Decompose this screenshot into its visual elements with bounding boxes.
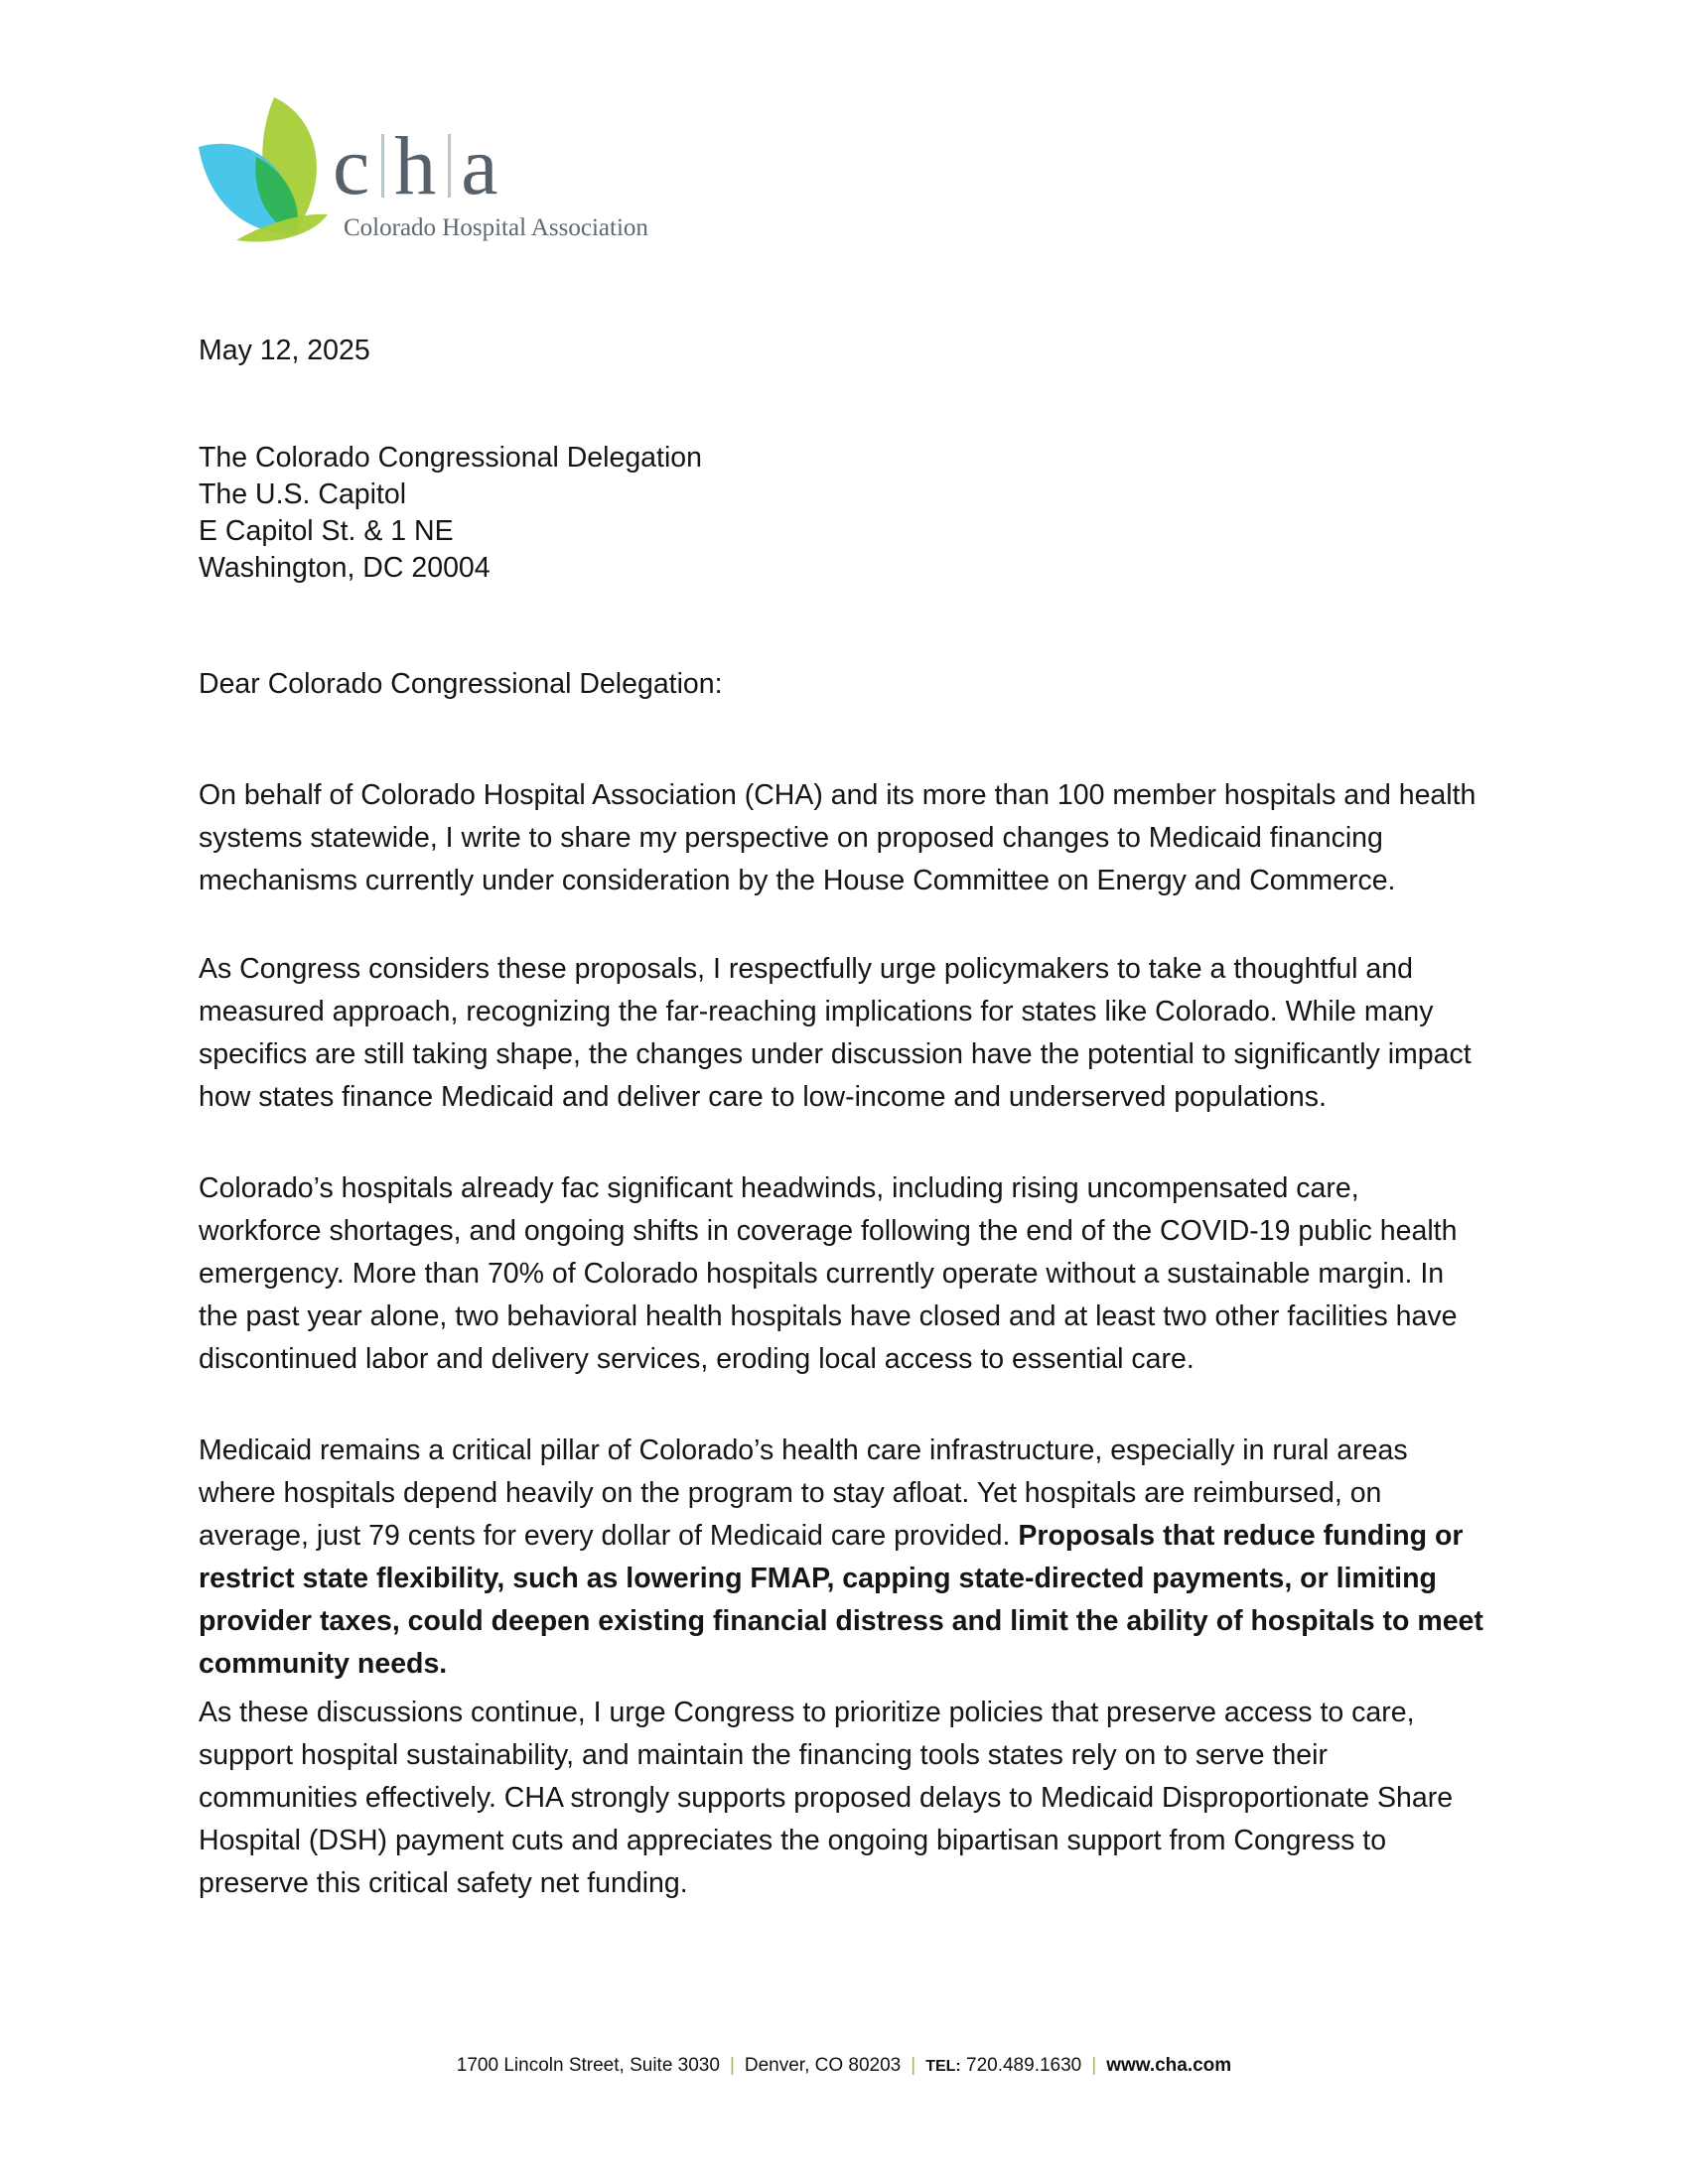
footer-tel-label: TEL: [925,2058,961,2075]
body-paragraph-1: On behalf of Colorado Hospital Association (CHA) and its more than 100 member hospitals and health systems statewide, I write to share my perspective on proposed changes to Medicaid financing mechanisms currently under consideration by the House Committee on Energy and Commerce. [199,779,1477,896]
body-paragraph-3: Colorado’s hospitals already fac significant headwinds, including rising uncompensated care, workforce shortages, and ongoing shifts in coverage following the end of the COVID-19 public health emergency. More than 70% of Colorado hospitals currently operate without a sustainable margin. In the past year alone, two behavioral health hospitals have closed and at least two other facilities have discontinued labor and delivery services, eroding local access to essential care. [199,1172,1458,1375]
address-line: Washington, DC 20004 [199,552,491,584]
letterhead-footer [0,2055,1688,2077]
logo-subtitle: Colorado Hospital Association [344,214,648,241]
footer-separator: | [729,2055,735,2076]
footer-street: 1700 Lincoln Street, Suite 3030 [456,2055,720,2076]
footer-city: Denver, CO 80203 [744,2055,902,2076]
paragraph-4-regular: Medicaid remains a critical pillar of Colorado’s health care infrastructure, especially in rural areas where hospitals depend heavily on the program to stay afloat. Yet hospitals are reimbursed, on average, just 79 cents for every dollar of Medicaid care provided. [199,1434,1408,1552]
logo-letter-c: c [333,120,372,212]
body-paragraph-5: As these discussions continue, I urge Congress to prioritize policies that preserve access to care, support hospital sustainability, and maintain the financing tools states rely on to serve their communities effectively. CHA strongly supports proposed delays to Medicaid Disproportionate Share Hospital (DSH) payment cuts and appreciates the ongoing bipartisan support from Congress to preserve this critical safety net funding. [199,1697,1454,1899]
logo-letter-a: a [461,120,500,212]
address-line: E Capitol St. & 1 NE [199,515,454,547]
logo-divider [381,134,384,198]
leaf-mark-icon [197,95,331,244]
salutation: Dear Colorado Congressional Delegation: [199,668,723,700]
logo-divider [448,134,451,198]
footer-website-link[interactable]: www.cha.com [1106,2055,1232,2076]
footer-separator: | [911,2055,916,2076]
letter-date: May 12, 2025 [199,335,370,366]
recipient-address [199,440,1489,587]
body-paragraph-4 [199,1430,1489,1686]
cha-logo [197,95,713,254]
logo-letter-h: h [394,120,439,212]
footer-tel: 720.489.1630 [966,2055,1082,2076]
address-line: The U.S. Capitol [199,478,407,510]
address-line: The Colorado Congressional Delegation [199,442,702,474]
paragraph-4-bold: Proposals that reduce funding or restrict state flexibility, such as lowering FMAP, capping state-directed payments, or limiting provider taxes, could deepen existing financial distress and limit the ability of hospitals to meet community needs. [199,1520,1483,1680]
body-paragraph-2: As Congress considers these proposals, I respectfully urge policymakers to take a thoughtful and measured approach, recognizing the far-reaching implications for states like Colorado. While many specifics are still taking shape, the changes under discussion have the potential to significantly impact how states finance Medicaid and deliver care to low-income and underserved populations. [199,953,1472,1113]
footer-separator: | [1091,2055,1097,2076]
logo-wordmark [333,120,500,212]
